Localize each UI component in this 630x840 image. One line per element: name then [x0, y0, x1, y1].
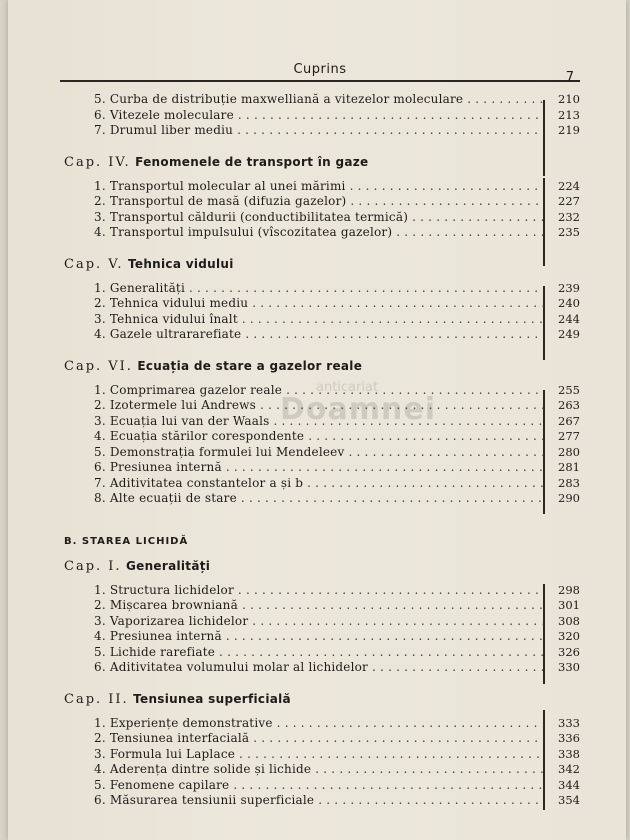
toc-item-page: 290 [558, 491, 580, 505]
toc-item [64, 747, 580, 763]
toc-item-page: 235 [558, 225, 580, 239]
toc-item [64, 296, 580, 312]
toc-item-label: 7. Drumul liber mediu . . . [94, 123, 544, 139]
toc-item [64, 476, 580, 492]
toc-item [64, 716, 580, 732]
toc-item [64, 583, 580, 599]
toc-item-label: 6. Aditivitatea volumului molar al lichidelor . . . [94, 660, 544, 676]
toc-item-label: 4. Ecuația stărilor corespondente . . . [94, 429, 544, 445]
chapter-title: Tensiunea superficială [133, 691, 291, 706]
toc-item-page: 342 [558, 762, 580, 776]
toc-item-label: 6. Presiunea internă . . . [94, 460, 544, 476]
toc-item-page: 240 [558, 296, 580, 310]
toc-item-page: 224 [558, 178, 580, 193]
toc-item [64, 123, 580, 139]
toc-item [64, 312, 580, 328]
chapter-number: Cap. V. [64, 256, 124, 272]
toc-item-page: 354 [558, 793, 580, 807]
toc-item-label: 1. Experiențe demonstrative . . . [94, 716, 544, 732]
toc-item-label: 7. Aditivitatea constantelor a și b . . . [94, 476, 544, 492]
toc-item-label: 2. Tensiunea interfacială . . . [94, 731, 544, 747]
toc-item-label: 3. Ecuația lui van der Waals . . . [94, 414, 544, 430]
toc-item-label: 2. Tehnica vidului mediu . . . [94, 296, 544, 312]
toc-item-label: 3. Formula lui Laplace . . . [94, 747, 544, 763]
toc-item-label: 4. Aderența dintre solide și lichide . . . [94, 762, 544, 778]
chapter-title: Ecuația de stare a gazelor reale [137, 358, 363, 373]
toc-item-page: 298 [558, 582, 580, 597]
toc-item-page: 244 [558, 311, 580, 326]
toc-item [64, 429, 580, 445]
toc-item [64, 629, 580, 645]
toc-item-page: 308 [558, 613, 580, 628]
toc-item-label: 2. Mișcarea browniană . . . [94, 598, 544, 614]
book-page [8, 0, 626, 840]
toc-item [64, 778, 580, 794]
chapter-number: Cap. IV. [64, 154, 131, 170]
toc-item-label: 3. Transportul căldurii (conductibilitatea termică) . . . [94, 210, 544, 226]
toc-item-label: 5. Fenomene capilare . . . [94, 778, 544, 794]
toc-item-label: 1. Comprimarea gazelor reale . . . [94, 383, 544, 399]
toc-item-label: 6. Măsurarea tensiunii superficiale . . . [94, 793, 544, 809]
toc-item [64, 281, 580, 297]
toc-item-page: 239 [558, 280, 580, 295]
toc-item [64, 398, 580, 414]
toc-item-page: 255 [558, 382, 580, 397]
toc-item-page: 333 [558, 715, 580, 730]
toc-content [64, 92, 580, 809]
toc-item-label: 4. Presiunea internă . . . [94, 629, 544, 645]
chapter-title: Generalități [126, 558, 211, 573]
toc-item-page: 213 [558, 107, 580, 122]
chapter-heading [64, 151, 580, 173]
toc-item-label: 6. Vitezele moleculare . . . [94, 108, 544, 124]
toc-item-page: 326 [558, 644, 580, 659]
toc-item-label: 1. Structura lichidelor . . . [94, 583, 544, 599]
toc-item-page: 344 [558, 777, 580, 792]
toc-item [64, 793, 580, 809]
toc-item-page: 280 [558, 444, 580, 459]
toc-item-page: 338 [558, 746, 580, 761]
toc-item-label: 5. Lichide rarefiate . . . [94, 645, 544, 661]
toc-item [64, 108, 580, 124]
toc-item-label: 4. Transportul impulsului (vîscozitatea gazelor) . . . [94, 225, 544, 241]
toc-item-label: 4. Gazele ultrararefiate . . . [94, 327, 544, 343]
toc-item [64, 210, 580, 226]
toc-item [64, 614, 580, 630]
toc-item-page: 281 [558, 460, 580, 474]
toc-item-label: 8. Alte ecuații de stare . . . [94, 491, 544, 507]
toc-item [64, 179, 580, 195]
toc-item-label: 1. Transportul molecular al unei mărimi . . . [94, 179, 544, 195]
toc-item [64, 383, 580, 399]
toc-item-label: 2. Izotermele lui Andrews . . . [94, 398, 544, 414]
chapter-number: Cap. VI. [64, 358, 133, 374]
chapter-number: Cap. I. [64, 558, 122, 574]
toc-item-label: 3. Vaporizarea lichidelor . . . [94, 614, 544, 630]
toc-item-label: 5. Demonstrația formulei lui Mendeleev . . . [94, 445, 544, 461]
toc-item-page: 227 [558, 194, 580, 208]
toc-item [64, 445, 580, 461]
toc-item-page: 277 [558, 429, 580, 443]
page-number: 7 [565, 70, 574, 85]
toc-item [64, 460, 580, 476]
toc-item-page: 336 [558, 731, 580, 745]
toc-item-page: 330 [558, 660, 580, 674]
chapter-number: Cap. II. [64, 691, 129, 707]
chapter-heading [64, 555, 580, 577]
toc-item [64, 660, 580, 676]
section-heading: B. STAREA LICHIDĂ [64, 535, 189, 547]
chapter-heading [64, 253, 580, 275]
toc-item-page: 301 [558, 598, 580, 612]
toc-item [64, 762, 580, 778]
toc-item-page: 267 [558, 413, 580, 428]
chapter-title: Fenomenele de transport în gaze [135, 154, 369, 169]
toc-item-page: 249 [558, 327, 580, 341]
toc-item-page: 263 [558, 398, 580, 412]
watermark-line2: Doamnei [280, 392, 437, 427]
toc-item [64, 731, 580, 747]
chapter-title: Tehnica vidului [127, 256, 234, 271]
chapter-heading [64, 355, 580, 377]
toc-item [64, 598, 580, 614]
toc-item [64, 194, 580, 210]
toc-item [64, 327, 580, 343]
toc-item-page: 320 [558, 629, 580, 643]
toc-item-label: 3. Tehnica vidului înalt . . . [94, 312, 544, 328]
watermark-line1: anticariat [316, 380, 379, 395]
toc-item-label: 5. Curba de distribuție maxwelliană a vitezelor moleculare . . . [94, 92, 544, 108]
toc-item-label: 1. Generalități . . . [94, 281, 544, 297]
toc-item-page: 219 [558, 123, 580, 137]
running-header [60, 60, 580, 85]
toc-item [64, 92, 580, 108]
toc-item [64, 645, 580, 661]
chapter-heading [64, 688, 580, 710]
toc-item-page: 283 [558, 475, 580, 490]
toc-item-page: 210 [558, 92, 580, 106]
header-title: Cuprins [293, 62, 347, 77]
toc-item [64, 414, 580, 430]
toc-item [64, 491, 580, 507]
toc-item-label: 2. Transportul de masă (difuzia gazelor) . . . [94, 194, 544, 210]
toc-item-page: 232 [558, 209, 580, 224]
toc-item [64, 225, 580, 241]
